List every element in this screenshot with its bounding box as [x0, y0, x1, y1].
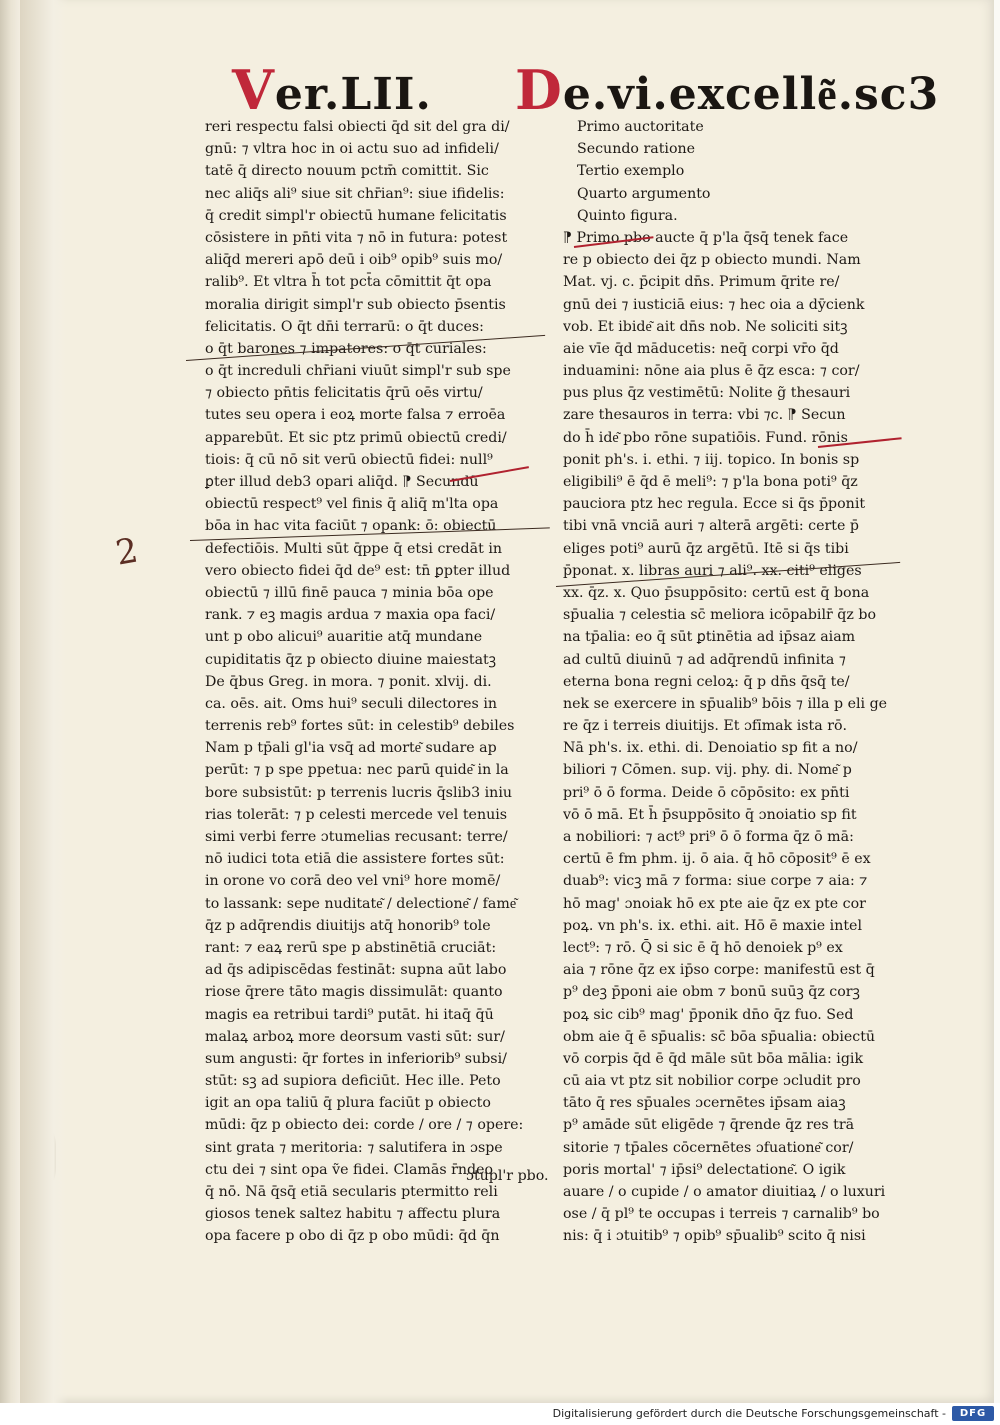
left-column-line: ⁊ obiecto pn̄tis felicitatis q̄rū oēs virtu/	[205, 385, 483, 402]
right-column-line: auare / o cupide / o amator diuitiaꝝ / o luxuri	[563, 1184, 886, 1200]
left-column-line: ad q̄s adipiscēdas festināt: supna aūt labo	[205, 962, 507, 979]
right-text-column	[563, 116, 907, 1248]
left-column-line: reri respectu falsi obiecti q̄d sit del gra di/	[205, 119, 510, 135]
right-column-line: aia ⁊ rōne q̄z ex ip̄so corpe: manifestū est q̄	[563, 962, 875, 979]
right-column-line: lect⁹: ⁊ rō. Q̄ si sic ē q̄ hō denoiek p⁹ ex	[563, 939, 843, 956]
left-column-line: rank. ⁊ eꝫ magis ardua ⁊ maxia opa faci/	[205, 607, 496, 624]
left-column-line: vero obiecto fidei q̄d de⁹ est: tn̄ ꝑpter illud	[205, 562, 511, 579]
right-column-line: re q̄z i terreis diuitijs. Et ɔfīmak ista rō.	[563, 718, 848, 735]
right-column-line: zare thesauros in terra: vbi ⁊c. ⁋ Secun	[563, 407, 846, 424]
left-column-line: terrenis reb⁹ fortes sūt: in celestib⁹ debiles	[205, 718, 515, 735]
right-column-line: ponit ph's. i. ethi. ⁊ iij. topico. In bonis sp	[563, 451, 860, 468]
left-column-line: ꝑter illud deb3 opari aliq̄d. ⁋ Secundū	[205, 474, 479, 490]
scan-edge	[0, 0, 20, 1425]
right-column-line: Quinto figura.	[577, 207, 678, 224]
left-column-line: ctu dei ⁊ sint opa ṽe fidei. Clamās r̄ndeo	[205, 1161, 494, 1178]
right-column-line: pauciora ptz hec regula. Ecce si q̄s p̄ponit	[563, 496, 866, 513]
left-column-line: cupiditatis q̄z p obiecto diuine maiestatꝫ	[205, 651, 496, 668]
left-column-line: bore subsistūt: p terrenis lucris q̄slib3 iniu	[205, 784, 512, 801]
left-column-line: defectiōis. Multi sūt q̄ppe q̄ etsi credāt in	[205, 540, 502, 557]
right-column-line: na tp̄alia: eo q̄ sūt ꝑtinētia ad ip̄saz aiam	[563, 629, 856, 646]
left-column-line: De q̄bus Greg. in mora. ⁊ ponit. xlvij. di.	[205, 673, 492, 690]
right-column-line: biliori ⁊ Cōmen. sup. vij. phy. di. Nome͂ p	[563, 762, 852, 779]
left-column-line: to lassank: sepe nuditate͂ / delectione͂ / fame͂	[205, 895, 517, 912]
right-column-line: hō mag' ɔnoiak hō ex pte aie q̄z ex pte cor	[563, 895, 866, 912]
right-column-line: eliges poti⁹ aurū q̄z argētū. Itē si q̄s tibi	[563, 540, 849, 557]
right-column-line: ⁋ Primo pbo aucte q̄ p'la q̄sq̄ tenek face	[563, 229, 849, 246]
right-column-line: nek se exercere in sp̄ualib⁹ bōis ⁊ illa p eli ge	[563, 695, 888, 712]
right-column-line: Tertio exemplo	[577, 163, 685, 180]
running-head-left	[232, 58, 432, 122]
left-column-line: sint grata ⁊ meritoria: ⁊ salutifera in ɔspe	[205, 1139, 503, 1156]
right-column-line: vob. Et ibide͂ ait dn̄s nob. Ne soliciti sitꝫ	[563, 318, 848, 335]
right-column-line: Primo auctoritate	[577, 119, 704, 135]
left-column-line: tiois: q̄ cū nō sit verū obiectū fidei: null⁹	[205, 451, 493, 468]
right-column-line: induamini: nōne aia plus ē q̄z esca: ⁊ cor/	[563, 363, 860, 380]
left-column-line: rias tolerāt: ⁊ p celesti mercede vel tenuis	[205, 806, 508, 823]
left-column-line: Nam p tp̄ali gl'ia vsq̄ ad morte͂ sudare ap	[205, 740, 497, 757]
right-column-line: xx. q̄z. x. Quo p̄suppōsito: certū est q̄ bona	[563, 584, 870, 601]
right-column-line: duab⁹: vicꝫ mā ⁊ forma: siue corpe ⁊ aia: ⁊	[563, 873, 868, 890]
right-column-line: certū ē fm phm. ij. ō aia. q̄ hō cōposit⁹ ē ex	[563, 851, 871, 868]
right-column-line: poꝝ sic cib⁹ mag' p̄ponik dn̄o q̄z fuo. Sed	[563, 1006, 854, 1023]
right-column-line: sp̄ualia ⁊ celestia sc̄ meliora icōpabilr̄ q̄z bo	[563, 607, 876, 624]
right-column-line: pus plus q̄z vestimētū: Nolite g̃ thesauri	[563, 385, 851, 402]
left-column-line: tutes seu opera i eoꝝ morte falsa ⁊ erroēa	[205, 407, 506, 424]
right-column-line: sitorie ⁊ tp̄ales cōcernētes ɔfuatione͂ cor/	[563, 1139, 854, 1156]
right-column-line: re p obiecto dei q̄z p obiecto mundi. Nam	[563, 252, 861, 269]
running-head-left-text: er.LII.	[274, 69, 432, 120]
left-column-line: felicitatis. O q̄t dn̄i terrarū: o q̄t duces:	[205, 318, 484, 335]
left-column-line: giosos tenek saltez habitu ⁊ affectu plura	[205, 1206, 501, 1223]
right-column-line: p̄ponat. x. libras auri ⁊ ali⁹. xx. citi⁹ eliges	[563, 562, 862, 579]
right-column-line: vō ō mā. Et h̄ p̄suppōsito q̄ ɔnoiatio sp fit	[563, 806, 857, 823]
right-column-line: vō corpis q̄d ē q̄d māle sūt bōa mālia: igik	[563, 1050, 864, 1067]
left-text-column	[205, 116, 551, 1248]
right-column-line: cū aia vt ptz sit nobilior corpe ɔcludit pro	[563, 1073, 861, 1090]
left-column-line: q̄ nō. Nā q̄sq̄ etiā secularis ptermitto reli	[205, 1184, 498, 1200]
funding-credit: Digitalisierung gefördert durch die Deutsche Forschungsgemeinschaft -	[552, 1407, 946, 1420]
left-column-line: mūdi: q̄z p obiecto dei: corde / ore / ⁊ opere:	[205, 1117, 524, 1134]
right-column-line: Nā ph's. ix. ethi. di. Denoiatio sp fit a no/	[563, 740, 858, 757]
left-column-line: malaꝝ arboꝝ more deorsum vasti sūt: sur/	[205, 1028, 505, 1045]
left-column-line: obiectū ⁊ illū finē pauca ⁊ minia bōa ope	[205, 584, 494, 601]
right-column-line: poꝝ. vn ph's. ix. ethi. ait. Hō ē maxie intel	[563, 917, 862, 934]
right-column-line: gnū dei ⁊ iusticiā eius: ⁊ hec oia a dȳcienk	[563, 296, 865, 313]
right-column-line: ose / q̄ pl⁹ te occupas i terreis ⁊ carnalib⁹ bo	[563, 1206, 880, 1223]
left-column-line: tatē q̄ directo nouum pctm̄ comittit. Sic	[205, 163, 489, 180]
left-column-line: ralib⁹. Et vltra h̄ tot pct̄a cōmittit q̄t opa	[205, 274, 492, 291]
right-column-line: aie vīe q̄d māducetis: neq̄ corpi vr̄o q̄d	[563, 340, 839, 357]
left-column-line: nec aliq̄s ali⁹ siue sit chr̄ian⁹: siue ifidelis:	[205, 185, 505, 202]
dfg-logo: DFG	[952, 1406, 994, 1421]
left-column-line: ca. oēs. ait. Oms hui⁹ seculi dilectores in	[205, 695, 497, 712]
left-column-line: nō iudici tota etiā die assistere fortes sūt:	[205, 851, 505, 868]
left-column-line: unt p obo alicui⁹ auaritie atq̄ mundane	[205, 629, 483, 646]
left-column-line: o q̄t barones ⁊ impatores: o q̄t curiales:	[205, 340, 487, 357]
left-column-line: moralia dirigit simpl'r sub obiecto p̄sentis	[205, 296, 506, 313]
right-column-line: tibi vnā vnciā auri ⁊ alterā argēti: certe p̄	[563, 518, 859, 535]
left-column-line: simi verbi ferre ɔtumelias recusant: terre/	[205, 829, 508, 845]
right-column-line: a nobiliori: ⁊ act⁹ pri⁹ ō ō forma q̄z ō mā:	[563, 829, 854, 845]
left-column-line: perūt: ⁊ p spe ppetua: nec parū quide͂ in la	[205, 762, 509, 779]
right-column-line: p⁹ deꝫ p̄poni aie obm ⁊ bonū suūꝫ q̄z corꝫ	[563, 984, 860, 1001]
running-head-right-text: e.vi.excelle͂.sc3	[562, 69, 940, 120]
marginal-annotation: 2	[112, 530, 141, 574]
left-column-line: sum angusti: q̄r fortes in inferiorib⁹ subsi/	[205, 1050, 507, 1067]
right-column-line: tāto q̄ res sp̄uales ɔcernētes ip̄sam aiaꝫ	[563, 1095, 846, 1112]
right-column-line: pri⁹ ō ō forma. Deide ō cōpōsito: ex pn̄ti	[563, 784, 850, 801]
right-column-line: Mat. vj. c. p̄cipit dn̄s. Primum q̄rite re/	[563, 274, 840, 291]
rubricated-initial-v: V	[232, 58, 275, 122]
right-column-line: obm aie q̄ ē sp̄ualis: sc̄ bōa sp̄ualia: obiectū	[563, 1028, 876, 1045]
right-column-line: Secundo ratione	[577, 141, 696, 158]
gutter-shadow	[20, 0, 68, 1405]
left-column-line: rant: ⁊ eaꝝ rerū spe p abstinētiā cruciāt:	[205, 939, 497, 956]
right-column-line: eligibili⁹ ē q̄d ē meli⁹: ⁊ p'la bona poti⁹ q̄z	[563, 474, 858, 490]
left-column-line: obiectū respect⁹ vel finis q̄ aliq̄ m'lta opa	[205, 496, 499, 513]
left-column-line: gnū: ⁊ vltra hoc in oi actu suo ad infideli/	[205, 141, 499, 158]
catchword: ɔtupl'r pbo.	[466, 1168, 549, 1184]
running-head-right	[515, 58, 939, 122]
left-column-line: o q̄t increduli chr̄iani viuūt simpl'r sub spe	[205, 363, 511, 380]
left-column-line: cōsistere in pn̄ti vita ⁊ nō in futura: potest	[205, 229, 508, 246]
rubricated-initial-d: D	[515, 58, 563, 122]
right-column-line: nis: q̄ i ɔtuitib⁹ ⁊ opib⁹ sp̄ualib⁹ scito q̄ nisi	[563, 1228, 866, 1245]
left-column-line: q̄z p adq̄rendis diuitijs atq̄ honorib⁹ tole	[205, 917, 491, 934]
left-column-line: apparebūt. Et sic ptz primū obiectū credi/	[205, 429, 507, 446]
right-column-line: p⁹ amāde sūt eligēde ⁊ q̄rende q̄z res trā	[563, 1117, 855, 1134]
right-column-line: Quarto argumento	[577, 185, 711, 202]
left-column-line: opa facere p obo di q̄z p obo mūdi: q̄d q̄n	[205, 1228, 500, 1245]
right-column-line: do h̄ ide͂ pbo rōne supatiōis. Fund. rōnis	[563, 429, 848, 446]
left-column-line: q̄ credit simpl'r obiectū humane felicitatis	[205, 207, 507, 224]
right-column-line: ad cultū diuinū ⁊ ad adq̄rendū infinita ⁊	[563, 651, 846, 668]
left-column-line: stūt: sꝫ ad supiora deficiūt. Hec ille. Peto	[205, 1073, 501, 1090]
left-column-line: magis ea retribui tardi⁹ putāt. hi itaq̄ q̄ū	[205, 1006, 494, 1023]
left-column-line: in orone vo corā deo vel vni⁹ hore momē/	[205, 873, 501, 890]
left-column-line: bōa in hac vita faciūt ⁊ opank: ō: obiectū	[205, 518, 497, 535]
right-column-line: eterna bona regni celoꝝ: q̄ p dn̄s q̄sq̄ te/	[563, 673, 850, 690]
left-column-line: igit an opa taliū q̄ plura faciūt p obiecto	[205, 1095, 491, 1112]
left-column-line: riose q̄rere tāto magis dissimulāt: quanto	[205, 984, 503, 1001]
left-column-line: aliq̄d mereri apō deū i oib⁹ opib⁹ suis mo/	[205, 252, 503, 269]
right-column-line: poris mortal' ⁊ ip̄si⁹ delectatione͂. O igik	[563, 1161, 846, 1178]
footer-bar	[0, 1403, 1000, 1425]
